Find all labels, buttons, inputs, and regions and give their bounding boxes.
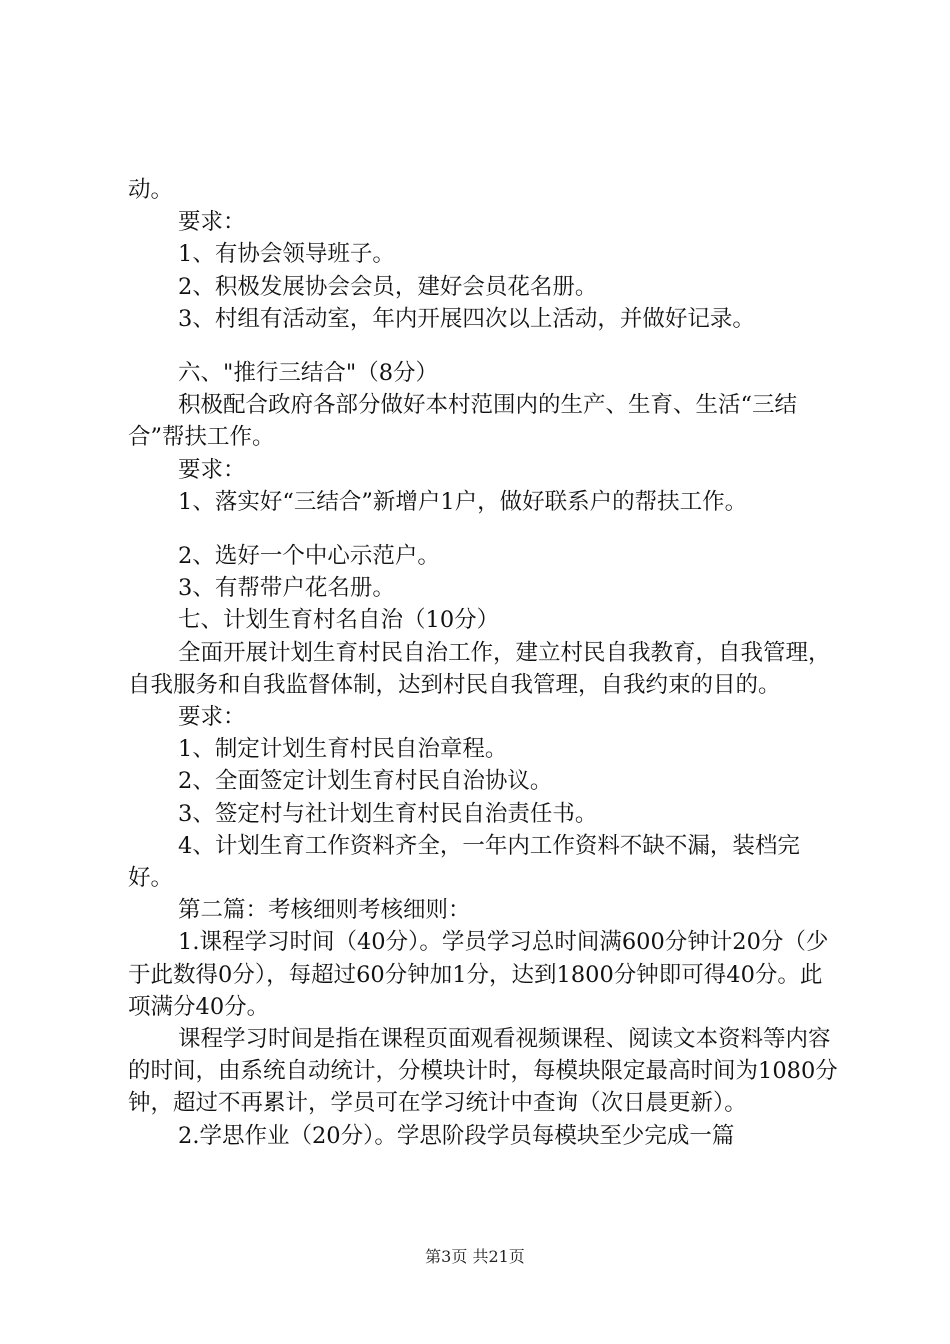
list-item: 1、落实好“三结合”新增户1户，做好联系户的帮扶工作。 — [178, 488, 748, 515]
page-number: 第3页 共21页 — [425, 1247, 525, 1266]
paragraph: 全面开展计划生育村民自治工作，建立村民自我教育，自我管理，自我服务和自我监督体制，达到村民自我管理，自我约束的目的。 — [128, 639, 831, 698]
section-heading: 第二篇：考核细则考核细则： — [178, 897, 471, 924]
requirements-heading: 要求： — [178, 209, 246, 236]
list-item: 2、积极发展协会会员，建好会员花名册。 — [178, 273, 598, 300]
paragraph: 课程学习时间是指在课程页面观看视频课程、阅读文本资料等内容的时间，由系统自动统计，分模块计时，每模块限定最高时间为1080分钟，超过不再累计，学员可在学习统计中查询（次日晨更新）。 — [128, 1026, 838, 1117]
list-item: 3、有帮带户花名册。 — [178, 575, 395, 602]
list-item: 1、制定计划生育村民自治章程。 — [178, 736, 508, 763]
list-item: 1、有协会领导班子。 — [178, 241, 395, 268]
list-item: 3、村组有活动室，年内开展四次以上活动，并做好记录。 — [178, 305, 755, 332]
section-heading: 七、计划生育村名自治（10分） — [178, 607, 500, 634]
list-item: 3、签定村与社计划生育村民自治责任书。 — [178, 800, 598, 827]
requirements-heading: 要求： — [178, 704, 246, 731]
paragraph: 1.课程学习时间（40分）。学员学习总时间满600分钟计20分（少于此数得0分），每超过60分钟加1分，达到1800分钟即可得40分。此项满分40分。 — [128, 929, 829, 1020]
paragraph: 积极配合政府各部分做好本村范围内的生产、生育、生活“三结合”帮扶工作。 — [128, 392, 798, 451]
section-heading: 六、"推行三结合"（8分） — [178, 360, 439, 387]
paragraph: 2.学思作业（20分）。学思阶段学员每模块至少完成一篇 — [178, 1122, 735, 1149]
list-item: 4、计划生育工作资料齐全，一年内工作资料不缺不漏，装档完好。 — [128, 832, 800, 892]
requirements-heading: 要求： — [178, 456, 246, 483]
spacer — [128, 335, 840, 357]
document-body — [128, 174, 840, 1152]
list-item: 2、选好一个中心示范户。 — [178, 543, 440, 570]
spacer — [128, 518, 840, 540]
paragraph: 动。 — [128, 177, 174, 203]
list-item: 2、全面签定计划生育村民自治协议。 — [178, 768, 553, 795]
